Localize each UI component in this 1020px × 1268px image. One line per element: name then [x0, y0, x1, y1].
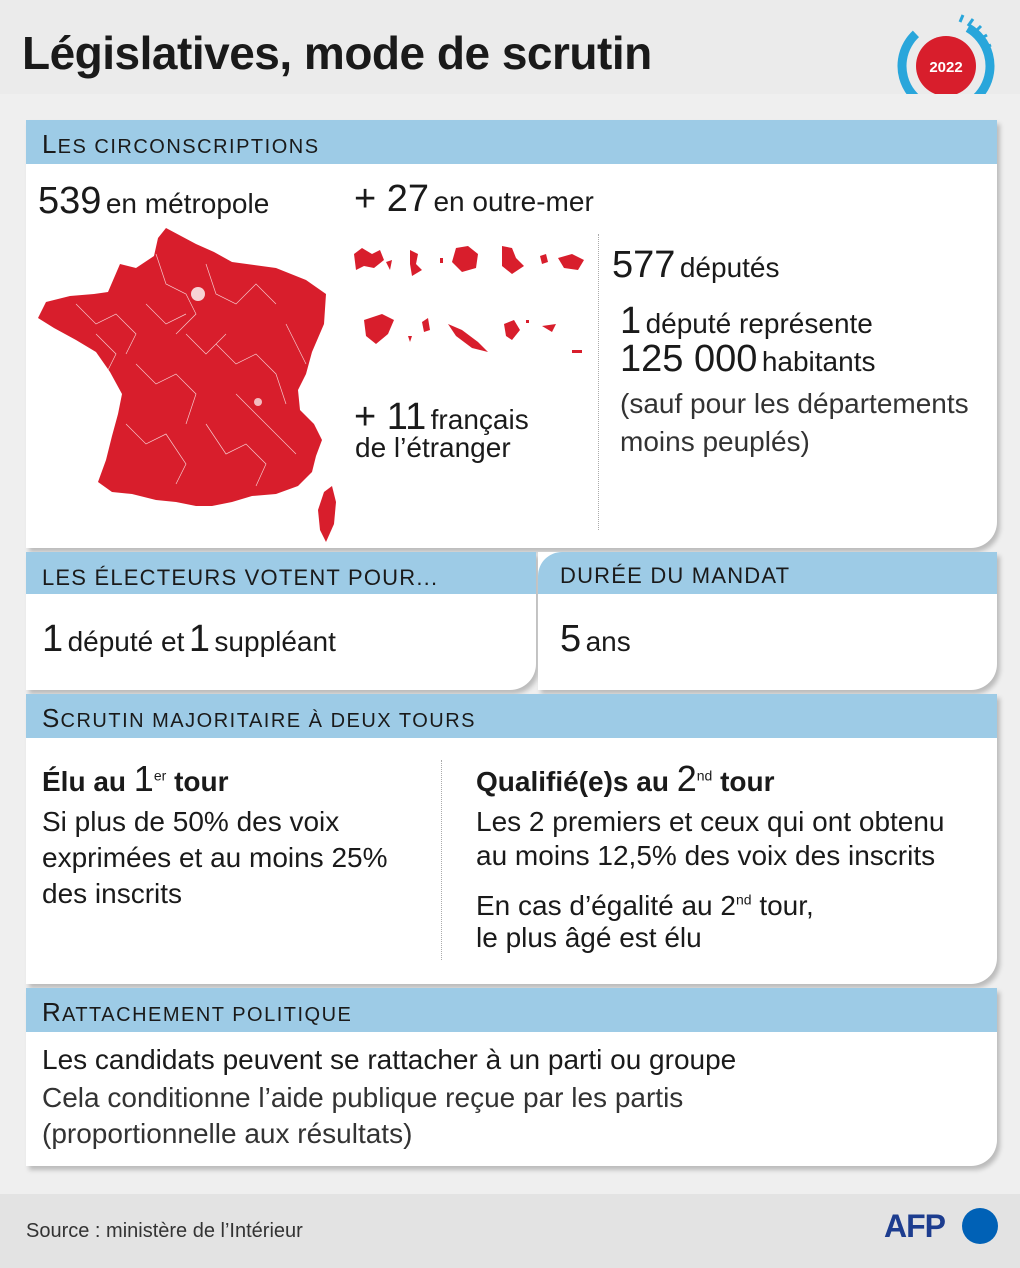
electeurs-card	[26, 552, 536, 690]
second-tour-line1: Les 2 premiers et ceux qui ont obtenu	[476, 806, 945, 837]
footer	[0, 1194, 1020, 1268]
duree-heading: DURÉE DU MANDAT	[538, 552, 997, 594]
duree-card	[538, 552, 997, 690]
page-title: Législatives, mode de scrutin	[22, 27, 652, 79]
etranger-count: + 11 français	[354, 396, 529, 438]
second-tour-line4: le plus âgé est élu	[476, 922, 702, 953]
circonscriptions-card	[26, 120, 997, 548]
note-line1: (sauf pour les départements	[620, 388, 969, 419]
scrutin-divider	[441, 760, 442, 960]
afp-logo-circle-icon	[962, 1208, 998, 1244]
electeurs-value: 1 député et 1 suppléant	[42, 618, 336, 660]
rattachement-card	[26, 988, 997, 1166]
habitants-count: 125 000 habitants	[620, 338, 876, 380]
second-tour-title: Qualifié(e)s au 2nd tour	[476, 758, 775, 799]
scrutin-card	[26, 694, 997, 984]
divider	[598, 234, 599, 530]
circonscriptions-heading: LES CIRCONSCRIPTIONS	[26, 120, 997, 164]
header	[0, 0, 1020, 94]
outremer-territories-map	[352, 240, 588, 360]
duree-value: 5 ans	[560, 618, 631, 660]
scrutin-heading: SCRUTIN MAJORITAIRE À DEUX TOURS	[26, 694, 997, 738]
rattachement-line1: Les candidats peuvent se rattacher à un parti ou groupe	[42, 1044, 737, 1075]
second-tour-line2: au moins 12,5% des voix des inscrits	[476, 840, 936, 871]
outremer-count: + 27 en outre-mer	[354, 178, 594, 220]
premier-tour-line1: Si plus de 50% des voix	[42, 806, 340, 837]
france-map	[36, 224, 341, 546]
second-tour-line3: En cas d’égalité au 2nd tour,	[476, 890, 814, 921]
note-line2: moins peuplés)	[620, 426, 810, 457]
metropole-count: 539 en métropole	[38, 180, 270, 222]
rattachement-line2: Cela conditionne l’aide publique reçue par les partis	[42, 1082, 684, 1113]
rattachement-heading: RATTACHEMENT POLITIQUE	[26, 988, 997, 1032]
premier-tour-title: Élu au 1er tour	[42, 758, 229, 799]
source-text: Source : ministère de l’Intérieur	[26, 1220, 303, 1242]
depute-represente: 1 député représente	[620, 300, 873, 342]
premier-tour-line2: exprimées et au moins 25%	[42, 842, 388, 873]
badge-year: 2022	[929, 59, 963, 76]
etranger-label: de l’étranger	[355, 432, 511, 463]
rattachement-line3: (proportionnelle aux résultats)	[42, 1118, 413, 1149]
electeurs-heading: LES ÉLECTEURS VOTENT POUR...	[26, 552, 536, 594]
premier-tour-line3: des inscrits	[42, 878, 183, 909]
afp-logo: AFP	[884, 1208, 945, 1244]
deputes-count: 577 députés	[612, 244, 780, 286]
